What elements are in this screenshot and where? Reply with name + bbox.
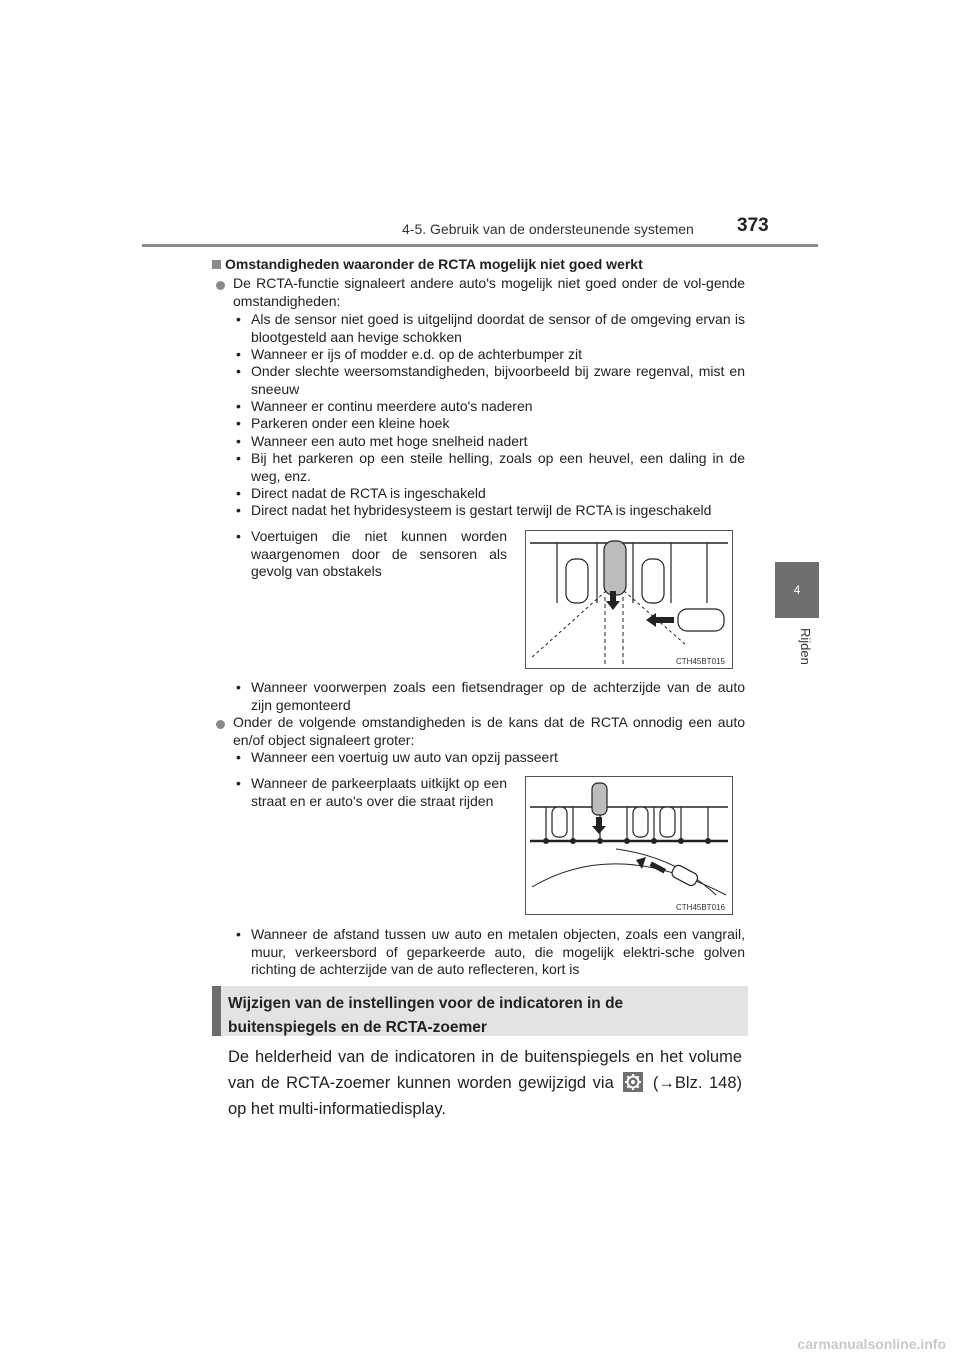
parking-illustration — [526, 531, 732, 668]
list-item: • Wanneer er ijs of modder e.d. op de achterbumper zit — [233, 346, 745, 364]
street-illustration — [526, 777, 732, 914]
circle-bullet-icon — [216, 281, 225, 290]
list-item: • Wanneer de parkeerplaats uitkijkt op een straat en er auto's over die straat rijden — [233, 775, 507, 810]
section-title: Wijzigen van de instellingen voor de indicatoren in de buitenspiegels en de RCTA-zoemer — [228, 995, 624, 1036]
figure-street-parking — [525, 776, 733, 915]
subsection-heading — [212, 256, 643, 272]
body-text-end: op het multi-informatiedisplay. — [228, 1100, 446, 1118]
chapter-label: Rijden — [798, 628, 813, 665]
list-item: • Onder slechte weersomstandigheden, bijvoorbeeld bij zware regenval, mist en sneeuw — [233, 363, 745, 398]
page-number: 373 — [737, 215, 769, 236]
list-item: • Wanneer de afstand tussen uw auto en metalen objecten, zoals een vangrail, muur, verkeersbord of geparkeerde auto, die mogelijk elektri-sche golven richting de achterzijde van de auto reflecteren, kort is — [233, 926, 745, 979]
figure-obstructed-parking — [525, 530, 733, 669]
header-rule — [142, 244, 818, 247]
body-text: De helderheid van de indicatoren in de buitenspiegels en het volume van de RCTA-zoemer kunnen worden gewijzigd via — [228, 1048, 742, 1092]
list-item: • Als de sensor niet goed is uitgelijnd doordat de sensor of de omgeving ervan is blootgesteld aan hevige schokken — [233, 311, 745, 346]
list-item: • Bij het parkeren op een steile helling, zoals op een heuvel, een daling in de weg, enz. — [233, 450, 745, 485]
list-item: • Voertuigen die niet kunnen worden waargenomen door de sensoren als gevolg van obstakels — [233, 528, 507, 581]
para2-intro: Onder de volgende omstandigheden is de kans dat de RCTA onnodig een auto en/of object signaleert groter: — [233, 714, 745, 748]
gear-icon — [623, 1072, 643, 1092]
chapter-tab: 4 — [775, 562, 819, 618]
figure-code: CTH45BT016 — [676, 903, 725, 912]
figure-code: CTH45BT015 — [676, 657, 725, 666]
list-item: • Direct nadat de RCTA is ingeschakeld — [233, 485, 745, 503]
section-heading-bar — [212, 986, 221, 1036]
running-header-section: 4-5. Gebruik van de ondersteunende systemen — [402, 221, 694, 237]
list-item: • Wanneer er continu meerdere auto's naderen — [233, 398, 745, 416]
list-item: • Direct nadat het hybridesysteem is gestart terwijl de RCTA is ingeschakeld — [233, 502, 763, 520]
watermark: carmanualsonline.info — [797, 1336, 946, 1352]
subsection-title: Omstandigheden waaronder de RCTA mogelijk niet goed werkt — [225, 256, 643, 272]
para1-intro: De RCTA-functie signaleert andere auto's mogelijk niet goed onder de vol-gende omstandigheden: — [233, 275, 745, 309]
list-item: • Parkeren onder een kleine hoek — [233, 415, 745, 433]
circle-bullet-icon — [216, 720, 225, 729]
list-item: • Wanneer een voertuig uw auto van opzij passeert — [233, 749, 745, 767]
page-reference: (→Blz. 148) — [652, 1074, 743, 1092]
list-item: • Wanneer een auto met hoge snelheid nadert — [233, 433, 745, 451]
list-item: • Wanneer voorwerpen zoals een fietsendrager op de achterzijde van de auto zijn gemonteerd — [233, 679, 745, 714]
square-bullet-icon — [212, 260, 221, 269]
body-paragraph — [228, 1044, 742, 1122]
